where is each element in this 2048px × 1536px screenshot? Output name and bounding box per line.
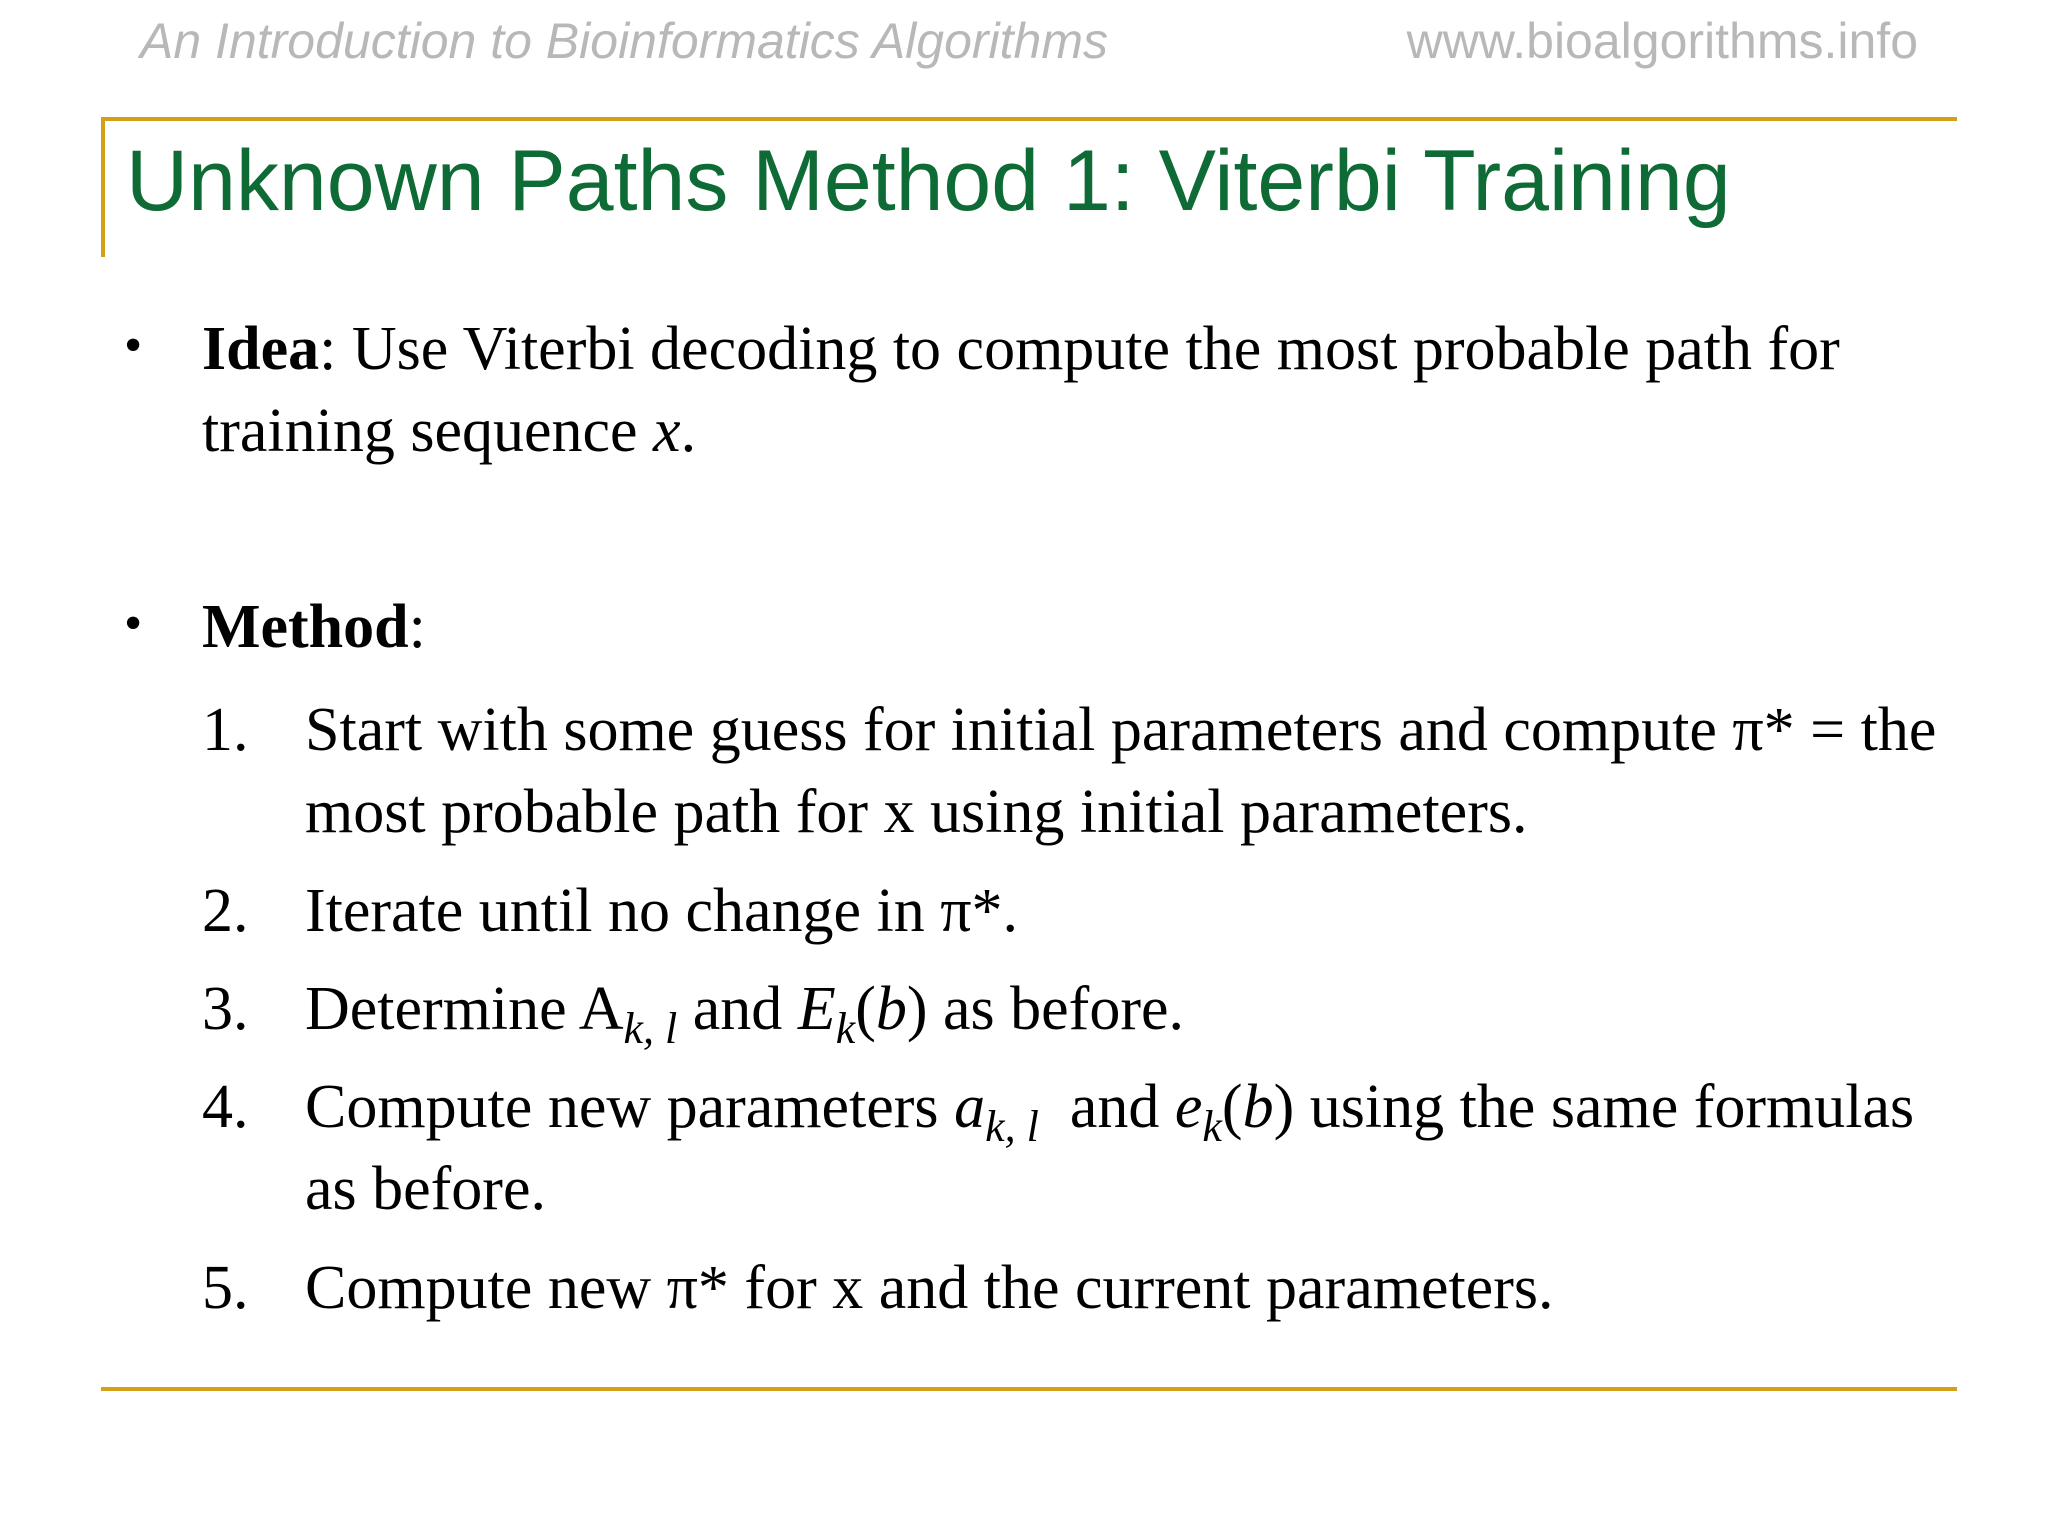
step-5-number: 5.	[202, 1254, 249, 1322]
bottom-rule	[101, 1387, 1957, 1391]
step-3-text	[305, 968, 1965, 1053]
step-3-number: 3.	[202, 975, 249, 1043]
step-4-paren: (	[1221, 1073, 1243, 1141]
bullet-idea-dot: •	[124, 317, 143, 374]
step-4-part-3: ) using the same formulas as before.	[305, 1073, 1915, 1223]
step-2-number: 2.	[202, 877, 249, 945]
step-3-part-3: ) as before.	[906, 975, 1184, 1043]
bullet-method-dot: •	[124, 595, 143, 652]
idea-paragraph	[202, 308, 1962, 472]
step-4-a: a	[954, 1073, 986, 1141]
idea-period: .	[680, 397, 697, 465]
slide-title: Unknown Paths Method 1: Viterbi Training	[126, 133, 1731, 229]
idea-text: : Use Viterbi decoding to compute the most probable path for training sequence	[202, 315, 1840, 465]
step-3-b: b	[875, 975, 907, 1043]
step-3-sub-k: k	[835, 1004, 856, 1053]
idea-var-x: x	[653, 397, 681, 465]
step-4-part-1: Compute new parameters	[305, 1073, 955, 1141]
step-4-number: 4.	[202, 1073, 249, 1141]
step-3-E: E	[797, 975, 836, 1043]
idea-label: Idea	[202, 315, 320, 383]
step-2-text: Iterate until no change in π*.	[305, 877, 1019, 945]
step-1-text: Start with some guess for initial parameters and compute π* = the most probable path for x using initial parameters.	[305, 696, 1937, 846]
step-4-sub-kl: k, l	[985, 1102, 1039, 1151]
step-1-number: 1.	[202, 696, 249, 764]
step-5-text: Compute new π* for x and the current parameters.	[305, 1254, 1554, 1322]
method-label: Method	[202, 593, 409, 661]
step-3-sub-kl: k, l	[623, 1004, 678, 1053]
step-3-part-1: Determine A	[305, 975, 624, 1043]
step-4-b: b	[1242, 1073, 1274, 1141]
header-website: www.bioalgorithms.info	[1406, 13, 1918, 69]
header-book-title: An Introduction to Bioinformatics Algorithms	[140, 13, 1109, 69]
step-3-paren: (	[855, 975, 876, 1043]
title-frame-left-rule	[101, 117, 105, 257]
step-3-part-2: and	[677, 975, 798, 1043]
step-4-text	[305, 1066, 1965, 1230]
method-heading	[202, 586, 1962, 668]
step-4-e: e	[1174, 1073, 1203, 1141]
step-4-part-2: and	[1038, 1073, 1175, 1141]
title-frame-top-rule	[101, 117, 1957, 121]
method-colon: :	[408, 593, 426, 661]
step-4-sub-k: k	[1202, 1102, 1222, 1151]
